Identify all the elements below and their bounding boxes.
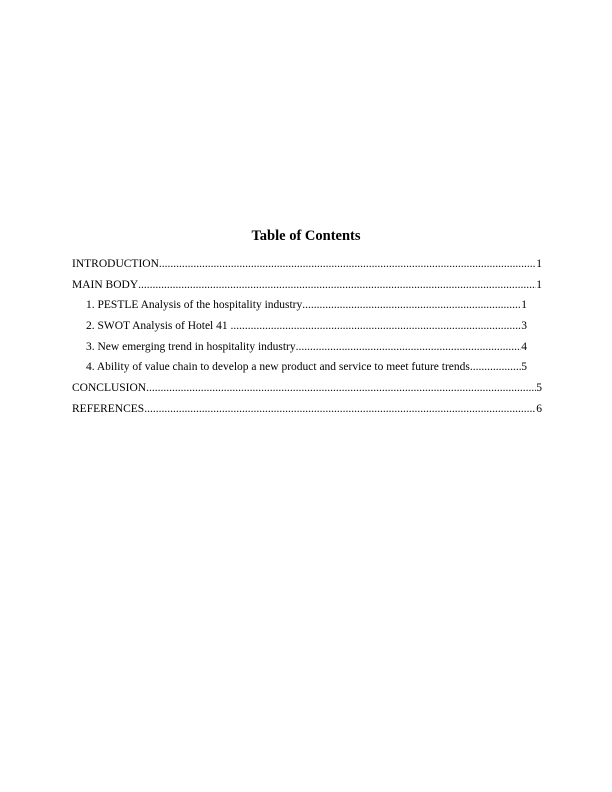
toc-list <box>72 257 542 423</box>
toc-entry-label: 2. SWOT Analysis of Hotel 41 <box>86 320 231 333</box>
toc-entry-label: 3. New emerging trend in hospitality industry <box>86 340 296 353</box>
toc-leader-dots <box>138 278 536 292</box>
toc-entry-value-chain[interactable] <box>72 360 527 374</box>
toc-entry-conclusion[interactable] <box>72 381 542 395</box>
toc-page-number: 5 <box>521 361 527 374</box>
toc-entry-swot[interactable] <box>72 319 527 333</box>
toc-entry-label: INTRODUCTION <box>72 258 159 270</box>
toc-leader-dots <box>159 257 536 271</box>
toc-leader-dots <box>470 360 521 374</box>
toc-page-number: 1 <box>536 278 542 291</box>
toc-entry-label: 4. Ability of value chain to develop a new product and service to meet future trends <box>86 361 470 374</box>
toc-entry-label: CONCLUSION <box>72 382 147 395</box>
toc-entry-main-body[interactable] <box>72 278 542 292</box>
toc-leader-dots <box>231 319 522 333</box>
toc-leader-dots <box>302 298 521 312</box>
toc-page-number: 5 <box>536 382 542 395</box>
toc-entry-introduction[interactable] <box>72 257 542 271</box>
toc-page-number: 3 <box>521 320 527 333</box>
toc-title: Table of Contents <box>251 228 361 244</box>
toc-entry-label: MAIN BODY <box>72 278 139 291</box>
toc-entry-pestle[interactable] <box>72 298 527 312</box>
toc-leader-dots <box>144 402 536 416</box>
toc-entry-emerging-trend[interactable] <box>72 340 527 354</box>
toc-page-number: 4 <box>521 340 527 353</box>
toc-page-number: 1 <box>536 258 542 270</box>
toc-entry-label: REFERENCES <box>72 402 145 415</box>
toc-entry-label: 1. PESTLE Analysis of the hospitality industry <box>86 299 303 312</box>
toc-leader-dots <box>146 381 536 395</box>
toc-page-number: 6 <box>536 402 542 415</box>
toc-entry-references[interactable] <box>72 402 542 416</box>
toc-leader-dots <box>296 340 522 354</box>
toc-page-number: 1 <box>521 299 527 312</box>
